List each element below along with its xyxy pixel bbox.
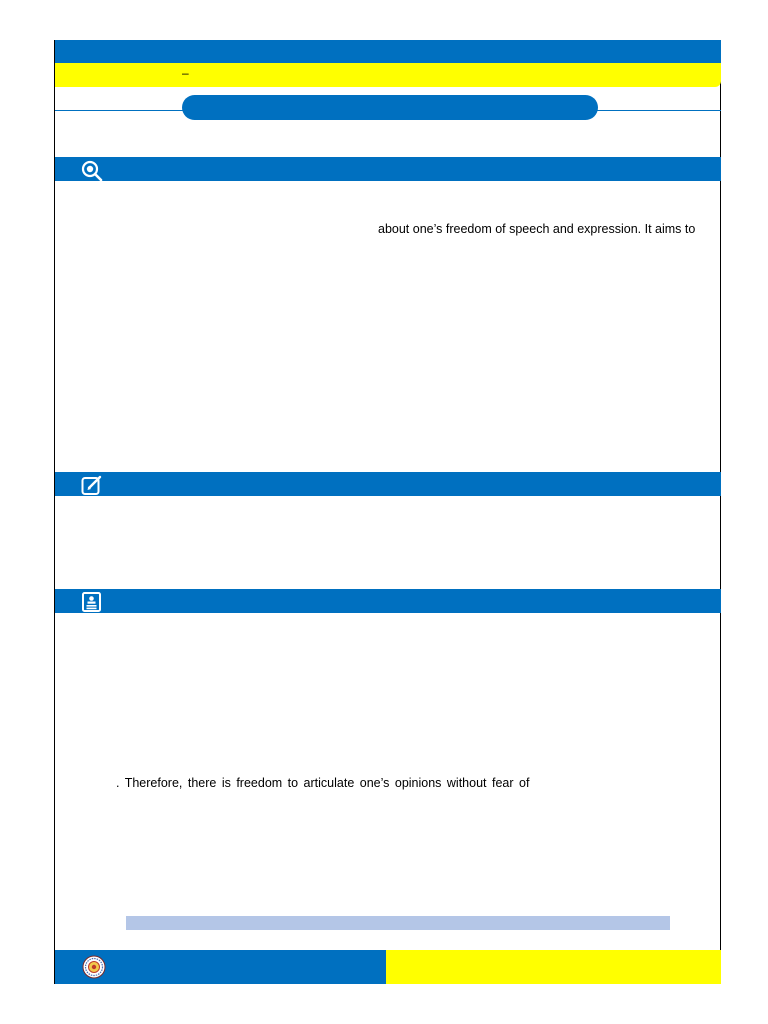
lesson-title-pill xyxy=(182,95,598,120)
section-bar-discussion xyxy=(55,589,721,613)
section-bar-activity xyxy=(55,472,721,496)
magnifier-icon xyxy=(80,159,104,179)
school-seal-logo xyxy=(82,955,106,979)
subheader-yellow-bar xyxy=(55,63,721,87)
edit-pencil-icon xyxy=(80,474,104,494)
page-frame xyxy=(54,40,721,984)
section-bar-explore xyxy=(55,157,721,181)
top-header-bar xyxy=(55,40,721,63)
document-person-icon xyxy=(80,591,104,611)
section-explore-line-1: about one’s freedom of speech and expression. It aims to xyxy=(378,222,696,236)
highlight-bar xyxy=(126,916,670,930)
section-discussion-line-1: . Therefore, there is freedom to articulate one’s opinions without fear of xyxy=(116,776,530,790)
footer-right xyxy=(386,950,721,984)
subheader-dash: – xyxy=(182,66,189,80)
footer-left xyxy=(55,950,386,984)
